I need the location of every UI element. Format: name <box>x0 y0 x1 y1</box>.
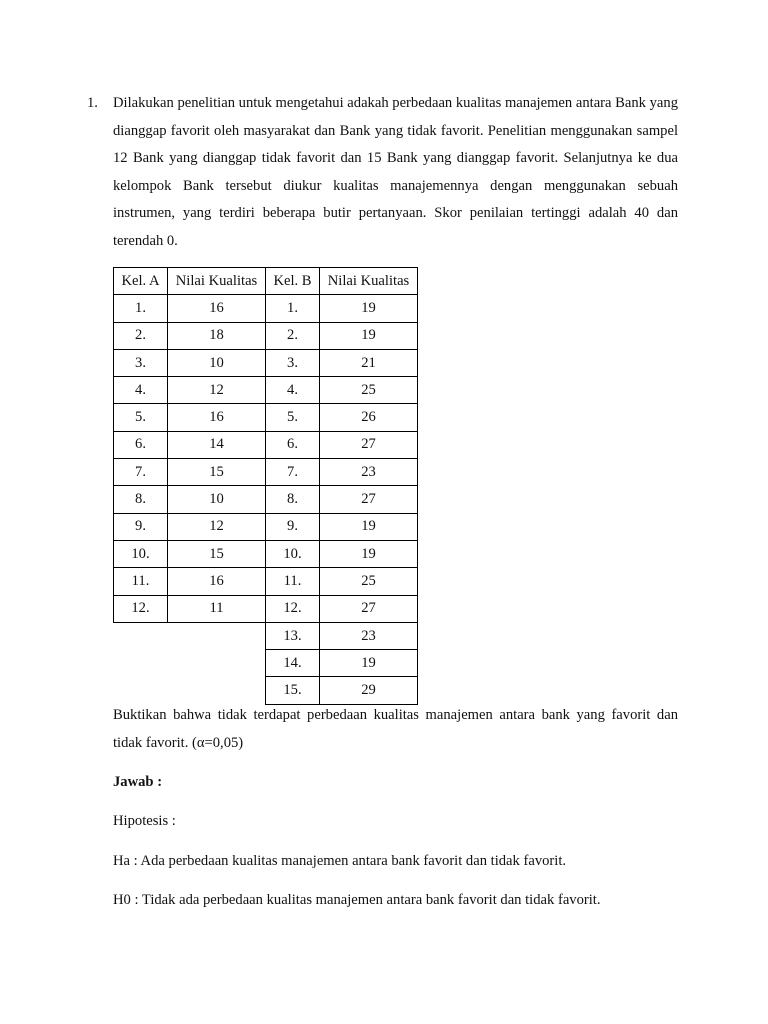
kel-b-score-cell: 19 <box>320 513 418 540</box>
kel-a-score-cell: 10 <box>168 486 266 513</box>
kel-b-number-cell: 8. <box>266 486 320 513</box>
kel-a-score-cell: 14 <box>168 431 266 458</box>
kel-a-number-cell: 9. <box>114 513 168 540</box>
kel-b-score-cell: 25 <box>320 377 418 404</box>
empty-cell <box>168 622 266 649</box>
kel-b-score-cell: 23 <box>320 622 418 649</box>
empty-cell <box>168 677 266 704</box>
kel-a-score-cell: 15 <box>168 540 266 567</box>
table-row <box>114 595 418 622</box>
empty-cell <box>114 622 168 649</box>
table-row <box>114 513 418 540</box>
kel-b-number-cell: 2. <box>266 322 320 349</box>
header-kel-a: Kel. A <box>114 268 168 295</box>
kel-a-number-cell: 5. <box>114 404 168 431</box>
table-row <box>114 568 418 595</box>
kel-b-number-cell: 10. <box>266 540 320 567</box>
question-text: Dilakukan penelitian untuk mengetahui adakah perbedaan kualitas manajemen antara Bank yang dianggap favorit oleh masyarakat dan Bank yang tidak favorit. Penelitian menggunakan sampel 12 Bank yang dianggap tidak favorit dan 15 Bank yang dianggap favorit. Selanjutnya ke dua kelompok Bank tersebut diukur kualitas manajemennya dengan menggunakan sebuah instrumen, yang terdiri beberapa butir pertanyaan. Skor penilaian tertinggi adalah 40 dan terendah 0. <box>113 95 678 249</box>
answer-heading: Jawab : <box>113 774 163 790</box>
kel-b-number-cell: 13. <box>266 622 320 649</box>
header-nilai-kualitas-b: Nilai Kualitas <box>320 268 418 295</box>
kel-b-number-cell: 15. <box>266 677 320 704</box>
kel-a-number-cell: 11. <box>114 568 168 595</box>
kel-a-number-cell: 6. <box>114 431 168 458</box>
empty-cell <box>114 677 168 704</box>
kel-b-number-cell: 9. <box>266 513 320 540</box>
kel-a-score-cell: 11 <box>168 595 266 622</box>
kel-a-number-cell: 2. <box>114 322 168 349</box>
kel-a-number-cell: 4. <box>114 377 168 404</box>
kel-a-score-cell: 16 <box>168 568 266 595</box>
kel-b-score-cell: 26 <box>320 404 418 431</box>
kel-a-score-cell: 16 <box>168 404 266 431</box>
kel-a-score-cell: 10 <box>168 349 266 376</box>
null-hypothesis: H0 : Tidak ada perbedaan kualitas manajemen antara bank favorit dan tidak favorit. <box>113 892 601 908</box>
kel-a-score-cell: 15 <box>168 459 266 486</box>
table-row <box>114 650 418 677</box>
header-kel-b: Kel. B <box>266 268 320 295</box>
empty-cell <box>114 650 168 677</box>
kel-b-number-cell: 12. <box>266 595 320 622</box>
kel-b-score-cell: 27 <box>320 486 418 513</box>
kel-b-score-cell: 19 <box>320 322 418 349</box>
kel-b-score-cell: 19 <box>320 295 418 322</box>
kel-a-number-cell: 12. <box>114 595 168 622</box>
kel-a-score-cell: 18 <box>168 322 266 349</box>
question-number: 1. <box>87 95 98 111</box>
quality-score-table <box>113 267 418 705</box>
kel-b-number-cell: 5. <box>266 404 320 431</box>
kel-a-number-cell: 7. <box>114 459 168 486</box>
table-row <box>114 486 418 513</box>
table-row <box>114 349 418 376</box>
table-row <box>114 459 418 486</box>
table-row <box>114 677 418 704</box>
instruction-text: Buktikan bahwa tidak terdapat perbedaan kualitas manajemen antara bank yang favorit dan tidak favorit. (α=0,05) <box>113 707 678 751</box>
kel-b-number-cell: 11. <box>266 568 320 595</box>
kel-b-number-cell: 3. <box>266 349 320 376</box>
kel-b-score-cell: 19 <box>320 540 418 567</box>
kel-b-score-cell: 25 <box>320 568 418 595</box>
table-row <box>114 622 418 649</box>
kel-a-score-cell: 12 <box>168 377 266 404</box>
kel-b-number-cell: 14. <box>266 650 320 677</box>
table-body <box>114 295 418 704</box>
alternative-hypothesis: Ha : Ada perbedaan kualitas manajemen antara bank favorit dan tidak favorit. <box>113 853 567 869</box>
empty-cell <box>168 650 266 677</box>
kel-b-score-cell: 21 <box>320 349 418 376</box>
kel-b-score-cell: 27 <box>320 431 418 458</box>
kel-b-score-cell: 23 <box>320 459 418 486</box>
kel-a-score-cell: 12 <box>168 513 266 540</box>
hypothesis-label: Hipotesis : <box>113 813 176 829</box>
table-header-row <box>114 268 418 295</box>
table-row <box>114 431 418 458</box>
kel-a-number-cell: 8. <box>114 486 168 513</box>
table-row <box>114 540 418 567</box>
kel-b-number-cell: 7. <box>266 459 320 486</box>
table-row <box>114 377 418 404</box>
kel-b-number-cell: 1. <box>266 295 320 322</box>
kel-a-score-cell: 16 <box>168 295 266 322</box>
header-nilai-kualitas-a: Nilai Kualitas <box>168 268 266 295</box>
kel-b-number-cell: 4. <box>266 377 320 404</box>
kel-b-number-cell: 6. <box>266 431 320 458</box>
kel-b-score-cell: 29 <box>320 677 418 704</box>
table-row <box>114 404 418 431</box>
kel-a-number-cell: 3. <box>114 349 168 376</box>
kel-a-number-cell: 10. <box>114 540 168 567</box>
kel-a-number-cell: 1. <box>114 295 168 322</box>
table-row <box>114 322 418 349</box>
kel-b-score-cell: 19 <box>320 650 418 677</box>
table-row <box>114 295 418 322</box>
kel-b-score-cell: 27 <box>320 595 418 622</box>
